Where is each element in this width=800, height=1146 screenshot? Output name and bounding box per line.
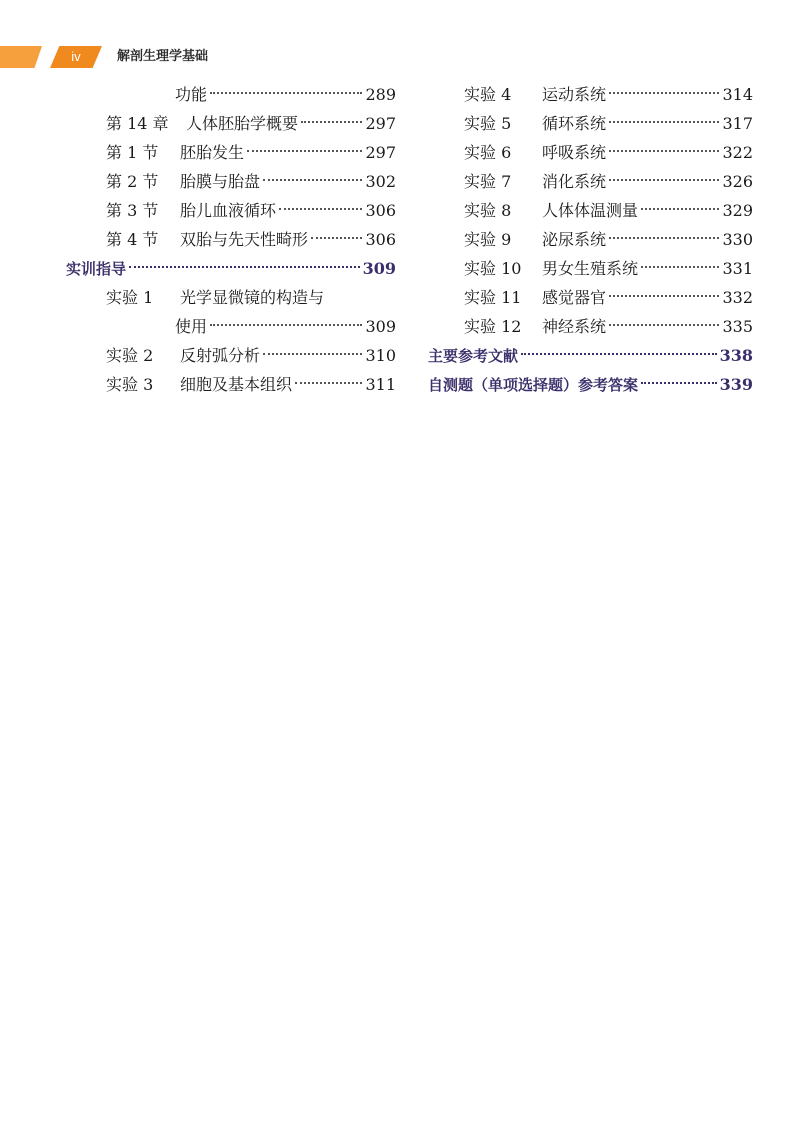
toc-dot-leader — [609, 179, 719, 181]
toc-entry-page: 309 — [365, 317, 396, 336]
toc-entry-number: 实验 12 — [464, 317, 522, 336]
toc-entry[interactable] — [66, 370, 396, 399]
toc-heading-page: 338 — [719, 346, 753, 365]
toc-entry-number: 实验 9 — [464, 230, 512, 249]
toc-entry-title: 循环系统 — [542, 114, 607, 133]
toc-entry-title: 人体体温测量 — [542, 201, 639, 220]
toc-entry-title: 光学显微镜的构造与 — [180, 288, 325, 307]
toc-entry-title: 使用 — [175, 317, 208, 336]
toc-entry[interactable] — [428, 138, 753, 167]
toc-entry[interactable] — [66, 167, 396, 196]
toc-dot-leader — [609, 237, 719, 239]
toc-dot-leader — [129, 266, 360, 268]
toc-heading-page: 309 — [362, 259, 396, 278]
toc-entry[interactable] — [66, 341, 396, 370]
toc-entry-title: 运动系统 — [542, 85, 607, 104]
toc-entry-page: 330 — [722, 230, 753, 249]
toc-dot-leader — [641, 266, 719, 268]
toc-dot-leader — [210, 92, 362, 94]
toc-entry-page: 289 — [365, 85, 396, 104]
toc-heading-page: 339 — [719, 375, 753, 394]
toc-entry-title: 反射弧分析 — [180, 346, 261, 365]
toc-entry-page: 310 — [365, 346, 396, 365]
toc-entry-page: 326 — [722, 172, 753, 191]
toc-dot-leader — [263, 353, 362, 355]
toc-entry-number: 实验 3 — [106, 375, 154, 394]
toc-entry[interactable] — [428, 167, 753, 196]
toc-entry[interactable] — [66, 80, 396, 109]
toc-dot-leader — [641, 382, 717, 384]
toc-dot-leader — [521, 353, 717, 355]
toc-entry-title: 胚胎发生 — [180, 143, 245, 162]
toc-dot-leader — [609, 150, 719, 152]
toc-entry-page: 332 — [722, 288, 753, 307]
toc-entry-page: 306 — [365, 230, 396, 249]
toc-right-column — [428, 80, 753, 399]
toc-dot-leader — [279, 208, 362, 210]
toc-entry[interactable] — [428, 109, 753, 138]
toc-dot-leader — [609, 324, 719, 326]
toc-entry-number: 实验 10 — [464, 259, 522, 278]
toc-entry[interactable] — [66, 283, 396, 312]
toc-entry-number: 第 3 节 — [106, 201, 159, 220]
toc-section-heading[interactable] — [66, 254, 396, 283]
toc-entry-title: 神经系统 — [542, 317, 607, 336]
page-header — [0, 46, 800, 68]
toc-entry-number: 实验 1 — [106, 288, 154, 307]
toc-entry-page: 329 — [722, 201, 753, 220]
toc-dot-leader — [301, 121, 362, 123]
toc-entry-page: 302 — [365, 172, 396, 191]
toc-entry-title: 泌尿系统 — [542, 230, 607, 249]
book-title: 解剖生理学基础 — [117, 49, 209, 64]
toc-entry[interactable] — [428, 196, 753, 225]
toc-entry-title: 人体胚胎学概要 — [186, 114, 299, 133]
toc-entry-page: 317 — [722, 114, 753, 133]
toc-entry-number: 实验 2 — [106, 346, 154, 365]
toc-entry[interactable] — [428, 254, 753, 283]
toc-dot-leader — [609, 92, 719, 94]
toc-entry-page: 322 — [722, 143, 753, 162]
toc-dot-leader — [311, 237, 362, 239]
toc-entry-number: 第 2 节 — [106, 172, 159, 191]
toc-dot-leader — [609, 121, 719, 123]
toc-dot-leader — [609, 295, 719, 297]
toc-entry-page: 314 — [722, 85, 753, 104]
toc-entry-number: 第 4 节 — [106, 230, 159, 249]
toc-entry-title: 呼吸系统 — [542, 143, 607, 162]
toc-heading-title: 主要参考文献 — [428, 347, 519, 365]
toc-section-heading[interactable] — [428, 370, 753, 399]
toc-heading-title: 实训指导 — [66, 260, 127, 278]
toc-entry-title: 双胎与先天性畸形 — [180, 230, 309, 249]
toc-entry[interactable] — [66, 196, 396, 225]
toc-entry-number: 实验 8 — [464, 201, 512, 220]
toc-entry-page: 297 — [365, 114, 396, 133]
toc-entry-title: 细胞及基本组织 — [180, 375, 293, 394]
toc-entry[interactable] — [428, 312, 753, 341]
toc-left-column — [66, 80, 396, 399]
toc-entry-page: 331 — [722, 259, 753, 278]
header-accent-stripe — [0, 46, 42, 68]
toc-entry-number: 实验 5 — [464, 114, 512, 133]
toc-entry-title: 功能 — [175, 85, 208, 104]
toc-entry[interactable] — [66, 109, 396, 138]
toc-entry-title: 消化系统 — [542, 172, 607, 191]
toc-dot-leader — [295, 382, 362, 384]
toc-entry[interactable] — [66, 225, 396, 254]
toc-entry-title: 胎膜与胎盘 — [180, 172, 261, 191]
toc-entry[interactable] — [66, 138, 396, 167]
toc-entry-page: 297 — [365, 143, 396, 162]
toc-entry-continuation[interactable] — [66, 312, 396, 341]
toc-entry-title: 胎儿血液循环 — [180, 201, 277, 220]
toc-entry[interactable] — [428, 283, 753, 312]
toc-entry-number: 实验 11 — [464, 288, 522, 307]
toc-dot-leader — [263, 179, 362, 181]
toc-entry-page: 335 — [722, 317, 753, 336]
toc-dot-leader — [210, 324, 362, 326]
toc-entry-page: 311 — [365, 375, 396, 394]
toc-entry-number: 实验 4 — [464, 85, 512, 104]
toc-entry-title: 男女生殖系统 — [542, 259, 639, 278]
toc-entry-number: 第 14 章 — [106, 114, 169, 133]
toc-heading-title: 自测题（单项选择题）参考答案 — [428, 376, 639, 394]
toc-entry-number: 第 1 节 — [106, 143, 159, 162]
toc-entry[interactable] — [428, 80, 753, 109]
toc-entry-number: 实验 6 — [464, 143, 512, 162]
page-number: iv — [71, 49, 81, 64]
toc-entry-title: 感觉器官 — [542, 288, 607, 307]
toc-entry-page: 306 — [365, 201, 396, 220]
toc-section-heading[interactable] — [428, 341, 753, 370]
toc-entry-number: 实验 7 — [464, 172, 512, 191]
toc-dot-leader — [247, 150, 362, 152]
toc-entry[interactable] — [428, 225, 753, 254]
toc-dot-leader — [641, 208, 719, 210]
